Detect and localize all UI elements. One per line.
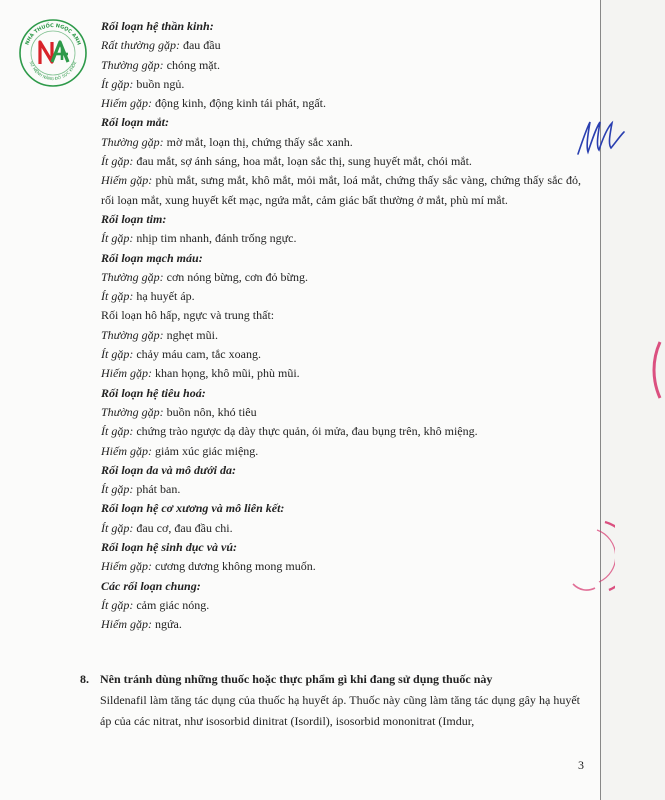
frequency-label: Thường gặp: — [101, 57, 164, 72]
frequency-entry — [101, 519, 581, 538]
frequency-label: Ít gặp: — [101, 424, 134, 439]
adverse-effects-list — [101, 17, 581, 635]
effect-text: nghẹt mũi. — [163, 327, 218, 342]
frequency-label: Ít gặp: — [101, 289, 134, 304]
effect-text: đau cơ, đau đầu chi. — [133, 520, 233, 535]
category-heading: Rối loạn hệ cơ xương và mô liên kết: — [101, 501, 285, 516]
frequency-entry — [101, 615, 581, 634]
category-heading: Rối loạn mạch máu: — [101, 250, 203, 265]
effect-text: động kinh, động kinh tái phát, ngất. — [152, 96, 326, 111]
stamp-icon — [565, 520, 615, 600]
frequency-label: Hiếm gặp: — [101, 173, 153, 188]
frequency-label: Ít gặp: — [101, 231, 134, 246]
category-heading: Rối loạn hệ tiêu hoá: — [101, 385, 206, 400]
frequency-label: Hiếm gặp: — [101, 617, 152, 632]
frequency-entry — [101, 133, 581, 152]
frequency-label: Ít gặp: — [101, 520, 134, 535]
frequency-label: Hiếm gặp: — [101, 559, 152, 574]
frequency-entry — [101, 403, 581, 422]
section-8-number: 8. — [80, 672, 89, 686]
frequency-entry — [101, 345, 581, 364]
frequency-entry — [101, 364, 581, 383]
signature-icon — [572, 112, 632, 162]
pharmacy-logo-icon — [18, 18, 88, 88]
effect-text: chứng trào ngược dạ dày thực quản, ói mửa, đau bụng trên, khô miệng. — [133, 424, 478, 439]
frequency-label: Ít gặp: — [101, 154, 134, 169]
effect-text: giảm xúc giác miệng. — [152, 443, 259, 458]
category-heading: Rối loạn da và mô dưới da: — [101, 462, 236, 477]
frequency-entry — [101, 557, 581, 576]
frequency-entry — [101, 287, 581, 306]
category-heading: Rối loạn hệ sinh dục và vú: — [101, 540, 238, 555]
frequency-entry — [101, 480, 581, 499]
frequency-entry — [101, 422, 581, 441]
category-heading: Các rối loạn chung: — [101, 578, 201, 593]
frequency-entry — [101, 171, 581, 210]
frequency-label: Ít gặp: — [101, 347, 134, 362]
frequency-entry — [101, 229, 581, 248]
frequency-label: Hiếm gặp: — [101, 443, 152, 458]
effect-text: khan họng, khô mũi, phù mũi. — [152, 366, 300, 381]
frequency-entry — [101, 75, 581, 94]
effect-text: đau mắt, sợ ánh sáng, hoa mắt, loạn sắc thị, sung huyết mắt, chói mắt. — [133, 154, 472, 169]
section-8-body: Sildenafil làm tăng tác dụng của thuốc hạ huyết áp. Thuốc này cũng làm tăng tác dụng gây hạ huyết áp của các nitrat, như isosorbid dinitrat (Isordil), isosorbid mononitrat (Imdur, — [100, 693, 580, 728]
category-heading: Rối loạn hệ thần kinh: — [101, 19, 214, 33]
frequency-label: Rất thường gặp: — [101, 38, 180, 53]
effect-text: nhịp tim nhanh, đánh trống ngực. — [133, 231, 297, 246]
effect-text: chóng mặt. — [163, 57, 220, 72]
frequency-entry — [101, 94, 581, 113]
effect-text: chảy máu cam, tắc xoang. — [133, 347, 261, 362]
frequency-entry — [101, 36, 581, 55]
effect-text: cảm giác nóng. — [133, 597, 210, 612]
effect-text: đau đầu — [179, 38, 221, 53]
section-8 — [80, 669, 580, 732]
frequency-label: Hiếm gặp: — [101, 96, 152, 111]
frequency-label: Thường gặp: — [101, 327, 164, 342]
stamp-edge-icon — [648, 340, 665, 400]
effect-text: buồn ngủ. — [133, 76, 185, 91]
section-8-title — [80, 669, 580, 690]
frequency-label: Ít gặp: — [101, 597, 134, 612]
category-heading-plain: Rối loạn hô hấp, ngực và trung thất: — [101, 308, 275, 323]
category-heading: Rối loạn tim: — [101, 211, 167, 226]
effect-text: hạ huyết áp. — [133, 289, 195, 304]
category-heading: Rối loạn mắt: — [101, 115, 170, 130]
frequency-label: Hiếm gặp: — [101, 366, 152, 381]
frequency-entry — [101, 152, 581, 171]
effect-text: phù mắt, sưng mắt, khô mắt, mỏi mắt, loá mắt, chứng thấy sắc vàng, chứng thấy sắc đỏ, rối loạn mắt, xung huyết kết mạc, ngứa mắt, cảm giác bất thường ở mắt, phù mí mắt. — [101, 173, 581, 207]
effect-text: buồn nôn, khó tiêu — [163, 404, 257, 419]
frequency-label: Thường gặp: — [101, 134, 164, 149]
frequency-entry — [101, 596, 581, 615]
frequency-entry — [101, 268, 581, 287]
frequency-entry — [101, 442, 581, 461]
effect-text: phát ban. — [133, 482, 181, 497]
frequency-label: Ít gặp: — [101, 76, 134, 91]
svg-text:NHÀ THUỐC NGỌC ANH: NHÀ THUỐC NGỌC ANH — [24, 22, 82, 46]
effect-text: ngứa. — [152, 617, 182, 632]
frequency-entry — [101, 56, 581, 75]
frequency-entry — [101, 326, 581, 345]
effect-text: mờ mắt, loạn thị, chứng thấy sắc xanh. — [163, 134, 353, 149]
effect-text: cương dương không mong muốn. — [152, 559, 316, 574]
svg-text:SỨ MỆNH NÂNG ĐỠ SỨC KHỎE: SỨ MỆNH NÂNG ĐỠ SỨC KHỎE — [28, 60, 78, 82]
frequency-label: Thường gặp: — [101, 404, 164, 419]
frequency-label: Thường gặp: — [101, 269, 164, 284]
section-8-title-text: Nên tránh dùng những thuốc hoặc thực phẩm gì khi đang sử dụng thuốc này — [100, 672, 493, 686]
page-number: 3 — [578, 758, 584, 772]
effect-text: cơn nóng bừng, cơn đỏ bừng. — [163, 269, 308, 284]
frequency-label: Ít gặp: — [101, 482, 134, 497]
